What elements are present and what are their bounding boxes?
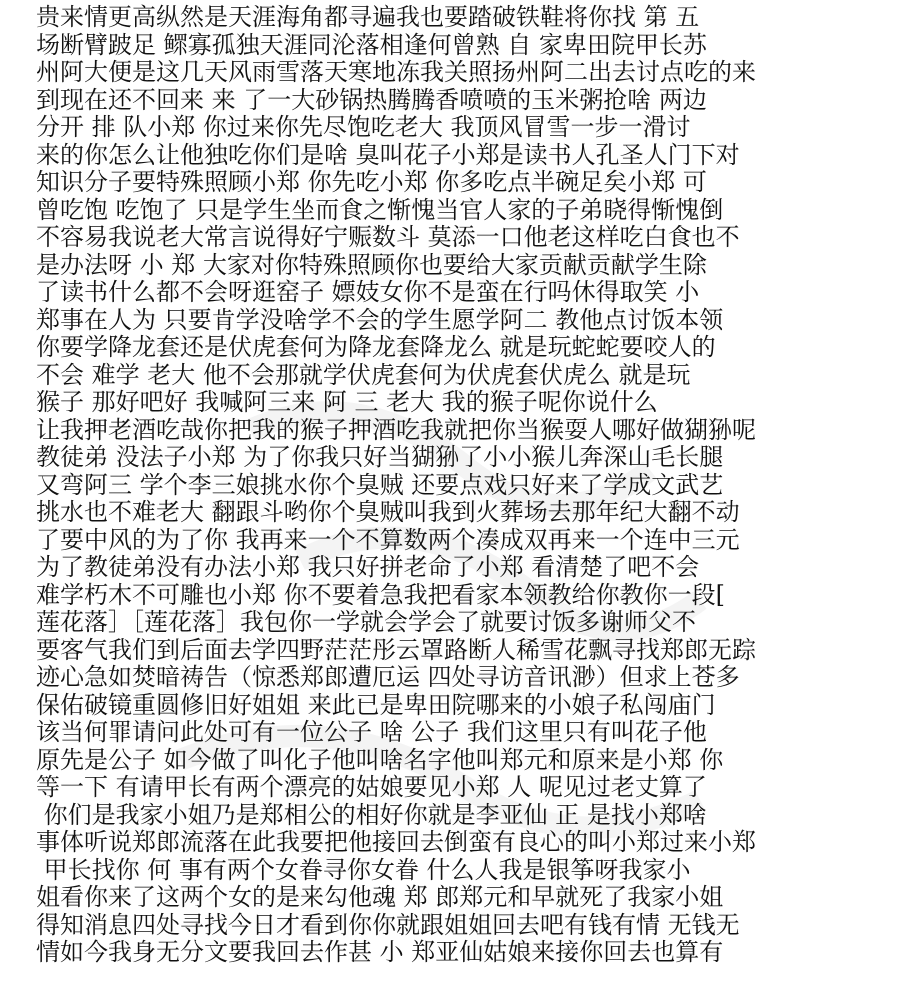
text-line: 场断臂跛足 鳏寡孤独天涯同沦落相逢何曾熟 自 家卑田院甲长苏 xyxy=(36,30,707,59)
text-line: 知识分子要特殊照顾小郑 你先吃小郑 你多吃点半碗足矣小郑 可 xyxy=(36,168,707,196)
text-line: 要客气我们到后面去学四野茫茫彤云罩路断人稀雪花飘寻找郑郎无踪 xyxy=(36,635,756,664)
text-line: 等一下 有请甲长有两个漂亮的姑娘要见小郑 人 呢见过老丈算了 xyxy=(36,773,707,801)
text-line: 了要中风的为了你 我再来一个不算数两个凑成双再来一个连中三元 xyxy=(36,525,740,554)
text-line: 到现在还不回来 来 了一大砂锅热腾腾香喷喷的玉米粥抢啥 两边 xyxy=(36,85,707,114)
text-line: 来的你怎么让他独吃你们是啥 臭叫花子小郑是读书人孔圣人门下对 xyxy=(36,140,740,169)
text-line: 猴子 那好吧好 我喊阿三来 阿 三 老大 我的猴子呢你说什么 xyxy=(36,388,658,416)
text-line: 你们是我家小姐乃是郑相公的相好你就是李亚仙 正 是找小郑啥 xyxy=(36,800,707,829)
text-line: 是办法呀 小 郑 大家对你特殊照顾你也要给大家贡献贡献学生除 xyxy=(36,250,707,279)
text-line: 不容易我说老大常言说得好宁赈数斗 莫添一口他老这样吃白食也不 xyxy=(36,223,740,251)
text-line: 贵来情更高纵然是天涯海角都寻遍我也要踏破铁鞋将你找 第 五 xyxy=(36,3,700,31)
text-line: 姐看你来了这两个女的是来勾他魂 郑 郎郑元和早就死了我家小姐 xyxy=(36,883,724,911)
text-line: 事体听说郑郎流落在此我要把他接回去倒蛮有良心的叫小郑过来小郑 xyxy=(36,828,756,856)
text-line: 不会 难学 老大 他不会那就学伏虎套何为伏虎套伏虎么 就是玩 xyxy=(36,360,691,389)
text-line: 该当何罪请问此处可有一位公子 啥 公子 我们这里只有叫花子他 xyxy=(36,718,707,746)
text-line: 难学朽木不可雕也小郑 你不要着急我把看家本领教给你教你一段[ xyxy=(36,580,725,609)
text-line: 郑事在人为 只要肯学没啥学不会的学生愿学阿二 教他点讨饭本领 xyxy=(36,305,724,334)
text-line: 保佑破镜重圆修旧好姐姐 来此已是卑田院哪来的小娘子私闯庙门 xyxy=(36,690,716,719)
text-line: 分开 排 队小郑 你过来你先尽饱吃老大 我顶风冒雪一步一滑讨 xyxy=(36,113,691,141)
text-line: 曾吃饱 吃饱了 只是学生坐而食之惭愧当官人家的子弟晓得惭愧倒 xyxy=(36,195,724,224)
text-line: 原先是公子 如今做了叫化子他叫啥名字他叫郑元和原来是小郑 你 xyxy=(36,745,724,774)
text-body xyxy=(36,4,896,967)
text-line: 挑水也不难老大 翻跟斗哟你个臭贼叫我到火葬场去那年纪大翻不动 xyxy=(36,498,740,526)
text-line: 得知消息四处寻找今日才看到你你就跟姐姐回去吧有钱有情 无钱无 xyxy=(36,910,740,939)
text-line: 甲长找你 何 事有两个女眷寻你女眷 什么人我是银筝呀我家小 xyxy=(36,855,691,884)
text-line: 又弯阿三 学个李三娘挑水你个臭贼 还要点戏只好来了学成文武艺 xyxy=(36,470,724,499)
text-line: 州阿大便是这几天风雨雪落天寒地冻我关照扬州阿二出去讨点吃的来 xyxy=(36,58,756,86)
text-line: 情如今我身无分文要我回去作甚 小 郑亚仙姑娘来接你回去也算有 xyxy=(36,938,724,966)
text-line: 为了教徒弟没有办法小郑 我只好拼老命了小郑 看清楚了吧不会 xyxy=(36,553,700,581)
text-line: 了读书什么都不会呀逛窑子 嫖妓女你不是蛮在行吗休得取笑 小 xyxy=(36,278,700,306)
text-line: 迹心急如焚暗祷告（惊悉郑郎遭厄运 四处寻访音讯渺）但求上苍多 xyxy=(36,663,740,691)
text-line: 你要学降龙套还是伏虎套何为降龙套降龙么 就是玩蛇蛇要咬人的 xyxy=(36,333,716,361)
text-line: 莲花落］［莲花落］我包你一学就会学会了就要讨饭多谢师父不 xyxy=(36,608,696,636)
text-line: 让我押老酒吃哉你把我的猴子押酒吃我就把你当猴耍人哪好做猢狲呢 xyxy=(36,415,756,444)
text-line: 教徒弟 没法子小郑 为了你我只好当猢狲了小小猴儿奔深山毛长腿 xyxy=(36,443,724,471)
